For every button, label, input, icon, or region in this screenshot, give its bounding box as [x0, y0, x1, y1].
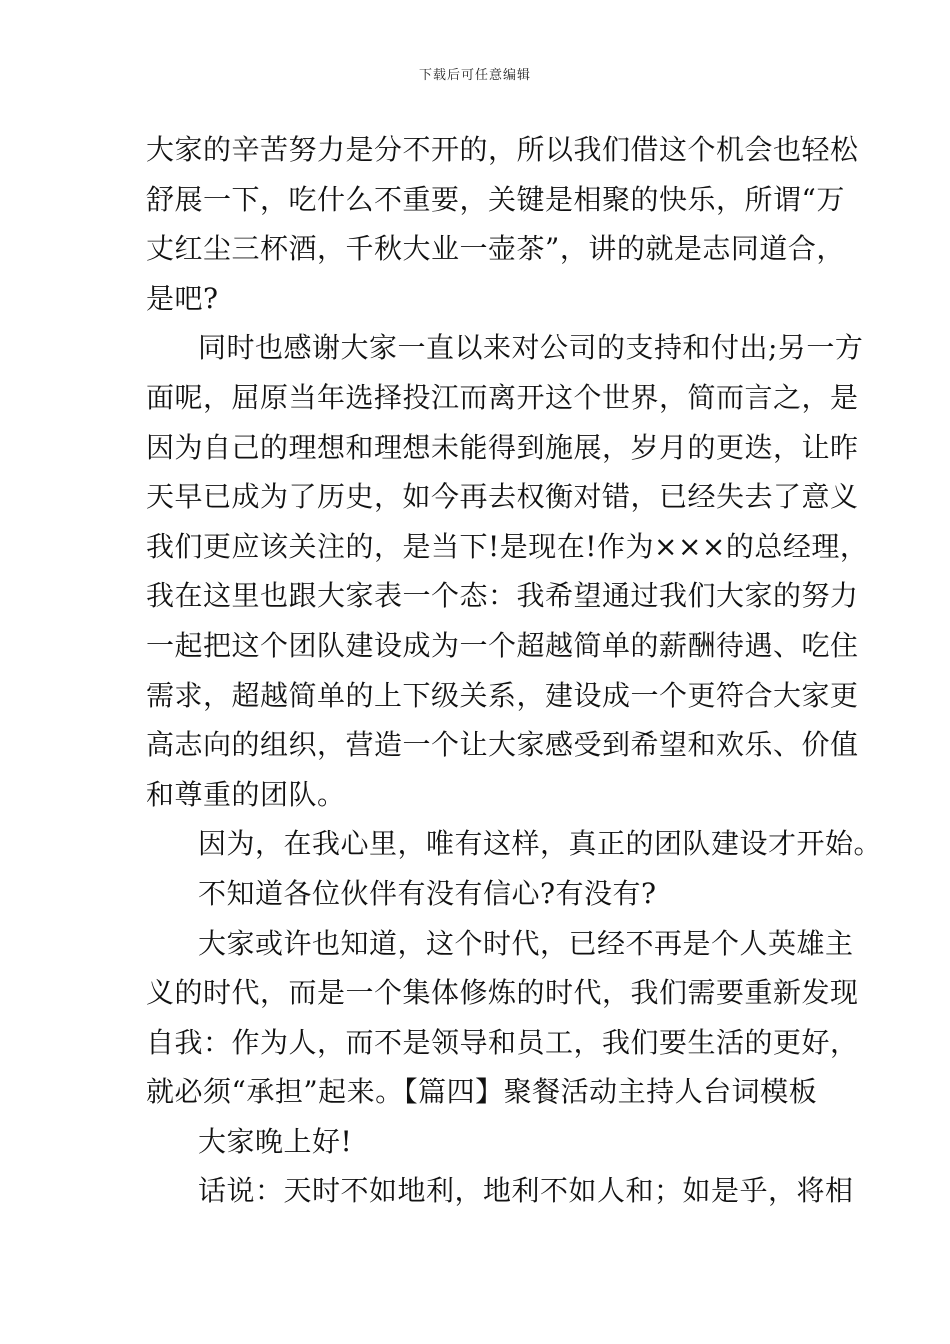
text-line: 大家的辛苦努力是分不开的，所以我们借这个机会也轻松 — [146, 133, 859, 166]
text-line: 需求，超越简单的上下级关系，建设成一个更符合大家更 — [146, 678, 859, 712]
text-line: 因为自己的理想和理想未能得到施展，岁月的更迭，让昨 — [146, 430, 859, 464]
text-line: 高志向的组织，营造一个让大家感受到希望和欢乐、价值 — [146, 728, 859, 762]
text-line: 面呢，屈原当年选择投江而离开这个世界，简而言之，是 — [146, 380, 859, 414]
text-line: 因为，在我心里，唯有这样，真正的团队建设才开始。 — [198, 827, 883, 861]
text-line: 话说：天时不如地利，地利不如人和；如是乎，将相 — [198, 1174, 854, 1208]
text-line: 就必须“承担”起来。【篇四】聚餐活动主持人台词模板 — [146, 1075, 818, 1109]
text-line: 舒展一下，吃什么不重要，关键是相聚的快乐，所谓“万 — [146, 182, 845, 216]
text-line: 不知道各位伙伴有没有信心?有没有? — [198, 876, 657, 910]
text-line: 丈红尘三杯酒，千秋大业一壶茶”，讲的就是志同道合， — [146, 232, 845, 266]
text-line: 义的时代，而是一个集体修炼的时代，我们需要重新发现 — [146, 976, 859, 1010]
text-line: 是吧? — [146, 281, 219, 315]
document-body — [146, 125, 883, 1216]
text-line: 天早已成为了历史，如今再去权衡对错，已经失去了意义 — [146, 480, 859, 514]
text-line: 自我：作为人，而不是领导和员工，我们要生活的更好， — [146, 1025, 859, 1059]
page-header: 下载后可任意编辑 — [418, 68, 531, 83]
text-line: 和尊重的团队。 — [146, 777, 346, 811]
text-line: 大家晚上好! — [198, 1124, 353, 1158]
text-line: 大家或许也知道，这个时代，已经不再是个人英雄主 — [198, 926, 854, 960]
text-line: 一起把这个团队建设成为一个超越简单的薪酬待遇、吃住 — [146, 628, 859, 662]
text-line: 我在这里也跟大家表一个态：我希望通过我们大家的努力 — [146, 579, 859, 613]
text-line: 我们更应该关注的，是当下!是现在!作为×××的总经理， — [146, 529, 869, 563]
text-line: 同时也感谢大家一直以来对公司的支持和付出;另一方 — [198, 331, 864, 365]
